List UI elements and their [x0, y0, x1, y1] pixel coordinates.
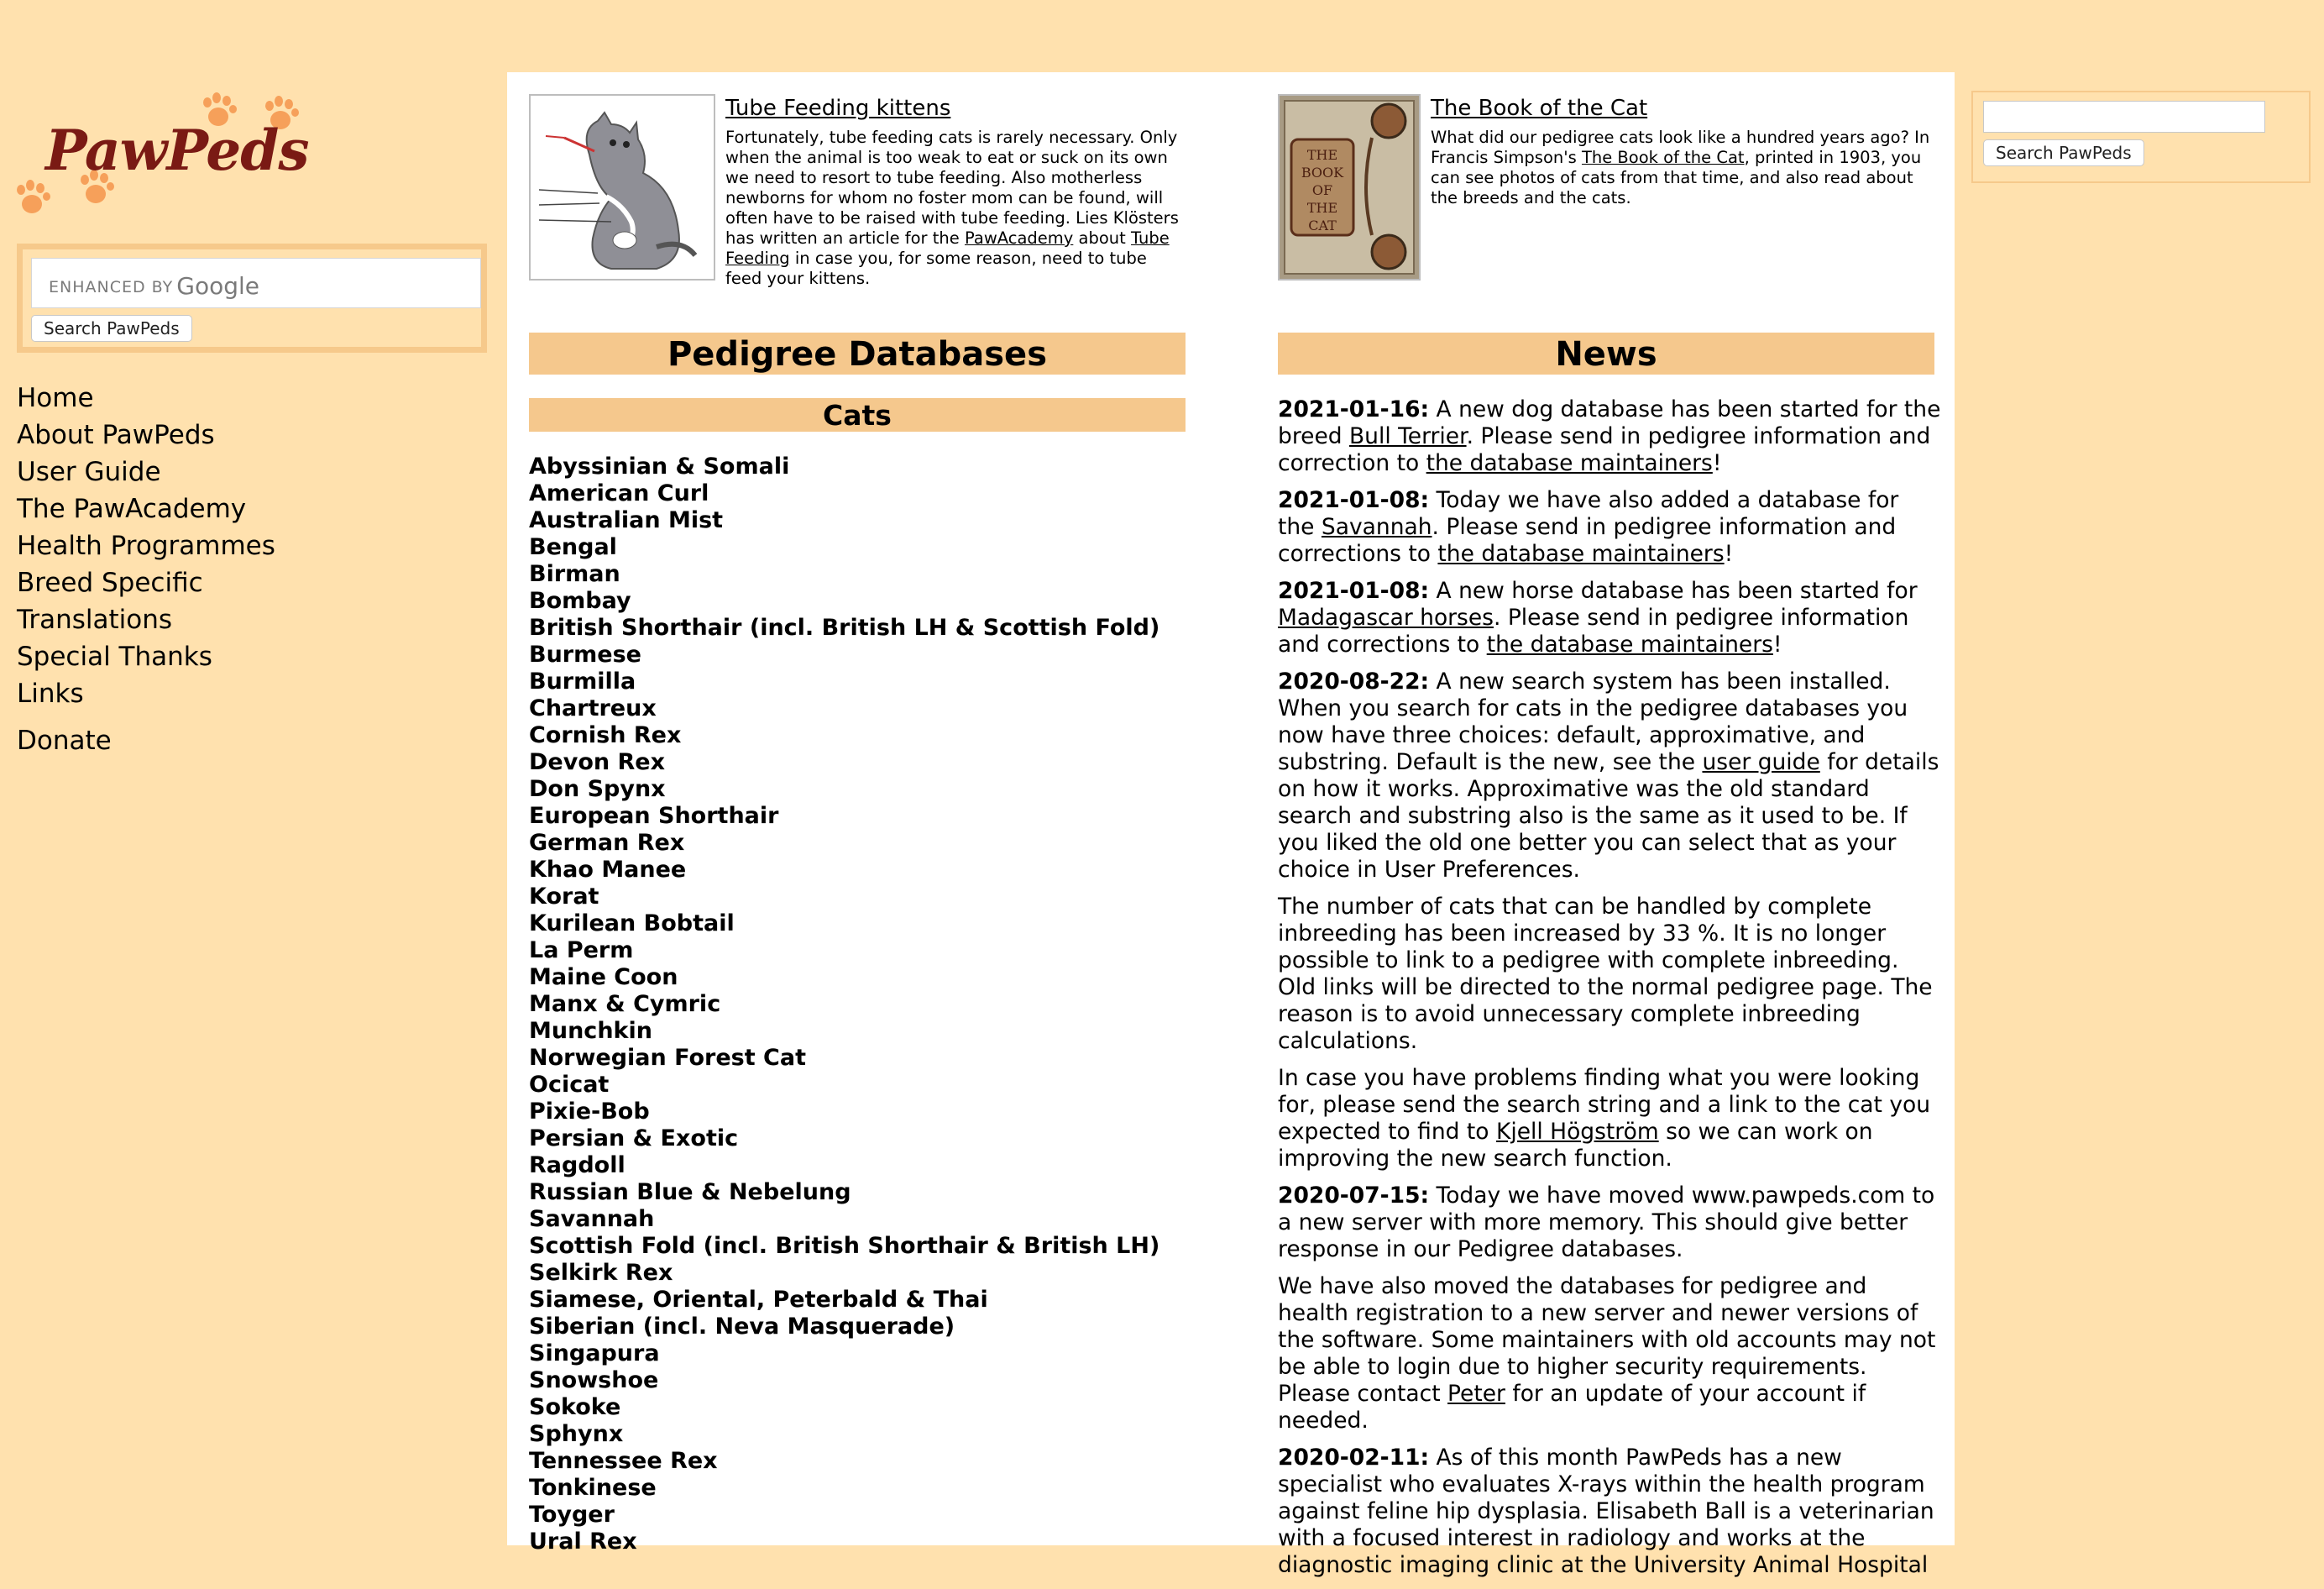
breed-link[interactable]: Russian Blue & Nebelung — [529, 1179, 851, 1205]
google-watermark: ENHANCED BY Google — [49, 272, 260, 300]
breed-link[interactable]: Australian Mist — [529, 507, 724, 533]
breed-link[interactable]: American Curl — [529, 480, 709, 506]
book-cover-image[interactable] — [1278, 94, 1421, 281]
breed-link[interactable]: Kurilean Bobtail — [529, 910, 735, 936]
kitten-tube-feeding-illustration[interactable] — [529, 94, 715, 281]
breed-link[interactable]: Toyger — [529, 1502, 615, 1528]
nav-item-breed-specific[interactable]: Breed Specific — [17, 568, 203, 598]
breed-link[interactable]: Sphynx — [529, 1421, 624, 1447]
left-sidebar — [0, 0, 504, 1545]
breed-link[interactable]: Persian & Exotic — [529, 1125, 739, 1151]
main-nav — [17, 380, 275, 759]
breed-link[interactable]: Korat — [529, 884, 599, 910]
feature-description: What did our pedigree cats look like a hundred years ago? In Francis Simpson's The Book of the Cat, printed in 1903, you can see photos of cats from that time, and also read about the breeds and the cats. — [1431, 128, 1930, 207]
breed-link[interactable]: Pixie-Bob — [529, 1099, 650, 1125]
news-item: 2020-07-15: Today we have moved www.pawpeds.com to a new server with more memory. This should give better response in our Pedigree databases. — [1278, 1183, 1935, 1262]
book-cover-word: BOOK — [1301, 165, 1344, 181]
news-link[interactable]: user guide — [1702, 749, 1820, 775]
breed-link[interactable]: Siamese, Oriental, Peterbald & Thai — [529, 1287, 988, 1313]
nav-item-home[interactable]: Home — [17, 383, 94, 413]
breed-link[interactable]: Bombay — [529, 588, 631, 614]
feature-book-of-the-cat — [1278, 94, 1934, 304]
search-pawpeds-button[interactable]: Search PawPeds — [31, 315, 192, 342]
breed-link[interactable]: Abyssinian & Somali — [529, 454, 790, 480]
news-link[interactable]: the database maintainers — [1426, 450, 1713, 476]
breed-link[interactable]: Tonkinese — [529, 1475, 657, 1501]
peter-link[interactable]: Peter — [1447, 1381, 1505, 1407]
news-date: 2021-01-08: — [1278, 578, 1430, 604]
news-item: 2021-01-08: A new horse database has been started for Madagascar horses. Please send in pedigree information and corrections to the database maintainers! — [1278, 578, 1918, 658]
news-date: 2020-08-22: — [1278, 669, 1430, 695]
news-paragraph: The number of cats that can be handled by complete inbreeding has been increased by 33 %. It is no longer possible to link to a pedigree with complete inbreeding. Old links will be directed to the normal pedigree page. The reason is to avoid unnecessary complete inbreeding calculations. — [1278, 894, 1933, 1054]
breed-link[interactable]: Tennessee Rex — [529, 1448, 718, 1474]
book-cover-word: THE — [1306, 200, 1338, 216]
google-search-box — [17, 244, 487, 353]
news-heading: News — [1278, 333, 1934, 375]
breed-link[interactable]: Cornish Rex — [529, 722, 682, 748]
breed-link[interactable]: Manx & Cymric — [529, 991, 721, 1017]
breed-link[interactable]: German Rex — [529, 830, 685, 856]
nav-item-about-pawpeds[interactable]: About PawPeds — [17, 420, 215, 450]
breed-link[interactable]: Singapura — [529, 1340, 660, 1366]
nav-item-special-thanks[interactable]: Special Thanks — [17, 642, 212, 672]
news-link[interactable]: Savannah — [1321, 514, 1432, 540]
news-link[interactable]: Madagascar horses — [1278, 605, 1494, 631]
breed-link[interactable]: Sokoke — [529, 1394, 621, 1420]
search-input[interactable] — [31, 258, 481, 308]
news-link[interactable]: the database maintainers — [1486, 632, 1773, 658]
news-paragraph: We have also moved the databases for pedigree and health registration to a new server and newer versions of the software. Some maintainers with old accounts may not be able to login due to higher security requirements. Please contact Peter for an update of your account if needed. — [1278, 1273, 1936, 1434]
news-item: 2020-08-22: A new search system has been installed. When you search for cats in the pedigree databases you now have three choices: default, approximative, and substring. Default is the new, see the user guide for details on how it works. Approximative was the old standard search and substring also is the same as it used to be. If you liked the old one better you can select that as your choice in User Preferences. — [1278, 669, 1939, 883]
breed-link[interactable]: British Shorthair (incl. British LH & Scottish Fold) — [529, 615, 1160, 641]
search-pawpeds-button[interactable]: Search PawPeds — [1983, 139, 2144, 166]
news-item: 2021-01-08: Today we have also added a database for the Savannah. Please send in pedigree information and corrections to the database maintainers! — [1278, 487, 1899, 567]
book-of-the-cat-link[interactable]: The Book of the Cat — [1581, 148, 1745, 167]
news-date: 2020-02-11: — [1278, 1445, 1430, 1471]
news-link[interactable]: the database maintainers — [1437, 541, 1725, 567]
news-link[interactable]: Bull Terrier — [1349, 423, 1467, 449]
breed-list — [529, 454, 1159, 1555]
breed-link[interactable]: Birman — [529, 561, 620, 587]
news-paragraph: In case you have problems finding what you were looking for, please send the search string and a link to the cat you expected to find to Kjell Högström so we can work on improving the new search function. — [1278, 1065, 1931, 1172]
news-date: 2021-01-08: — [1278, 487, 1430, 513]
news-feed — [1278, 396, 1941, 1589]
book-cover-word: CAT — [1308, 218, 1337, 233]
nav-item-translations[interactable]: Translations — [17, 605, 173, 635]
breed-link[interactable]: Munchkin — [529, 1018, 652, 1044]
nav-item-the-pawacademy[interactable]: The PawAcademy — [17, 494, 247, 524]
breed-link[interactable]: European Shorthair — [529, 803, 779, 829]
breed-link[interactable]: Ocicat — [529, 1072, 610, 1098]
pedigree-databases-heading: Pedigree Databases — [529, 333, 1186, 375]
news-item: 2020-02-11: As of this month PawPeds has a new specialist who evaluates X-rays within the health program against feline hip dysplasia. Elisabeth Ball is a veterinarian with a focused interest in radiology and works at the diagnostic imaging clinic at the University Animal Hospital — [1278, 1445, 1934, 1578]
breed-link[interactable]: Burmese — [529, 642, 641, 668]
breed-link[interactable]: Ural Rex — [529, 1529, 637, 1555]
cats-heading: Cats — [529, 398, 1186, 432]
breed-link[interactable]: Selkirk Rex — [529, 1260, 673, 1286]
breed-link[interactable]: Siberian (incl. Neva Masquerade) — [529, 1314, 955, 1340]
feature-title-link[interactable]: Tube Feeding kittens — [725, 96, 951, 121]
nav-item-donate[interactable]: Donate — [17, 726, 112, 756]
nav-item-user-guide[interactable]: User Guide — [17, 457, 161, 487]
breed-link[interactable]: Maine Coon — [529, 964, 678, 990]
pawpeds-logo[interactable] — [12, 87, 314, 222]
news-date: 2021-01-16: — [1278, 396, 1430, 422]
breed-link[interactable]: Khao Manee — [529, 857, 687, 883]
breed-link[interactable]: Ragdoll — [529, 1152, 625, 1178]
breed-link[interactable]: Chartreux — [529, 695, 657, 721]
breed-link[interactable]: Savannah — [529, 1206, 655, 1232]
breed-link[interactable]: Snowshoe — [529, 1367, 659, 1393]
feature-title-link[interactable]: The Book of the Cat — [1431, 96, 1648, 121]
breed-link[interactable]: Bengal — [529, 534, 617, 560]
site-search-input[interactable] — [1983, 101, 2265, 133]
nav-item-health-programmes[interactable]: Health Programmes — [17, 531, 275, 561]
news-date: 2020-07-15: — [1278, 1183, 1430, 1209]
pawacademy-link[interactable]: PawAcademy — [964, 228, 1074, 248]
breed-link[interactable]: Scottish Fold (incl. British Shorthair & British LH) — [529, 1233, 1160, 1259]
feature-description: Fortunately, tube feeding cats is rarely necessary. Only when the animal is too weak to eat or suck on its own we need to resort to tube feeding. Also motherless newborns for whom no foster mom can be found, will often have to be raised with tube feeding. Lies Klösters has written an article for the PawAcademy about Tube Feeding in case you, for some reason, need to tube feed your kittens. — [725, 128, 1179, 288]
breed-link[interactable]: Devon Rex — [529, 749, 666, 775]
logo-text: PawPeds — [45, 118, 309, 183]
breed-link[interactable]: Burmilla — [529, 669, 636, 695]
breed-link[interactable]: Norwegian Forest Cat — [529, 1045, 806, 1071]
main-content — [507, 72, 1955, 1578]
feature-tube-feeding — [529, 94, 1186, 304]
kjell-hogstrom-link[interactable]: Kjell Högström — [1495, 1119, 1659, 1145]
breed-link[interactable]: La Perm — [529, 937, 634, 963]
tube-feeding-link[interactable]: Tube Feeding — [725, 228, 1170, 268]
breed-link[interactable]: Don Spynx — [529, 776, 666, 802]
nav-item-links[interactable]: Links — [17, 679, 84, 709]
book-cover-word: OF — [1311, 182, 1333, 198]
book-cover-word: THE — [1306, 147, 1338, 163]
news-item: 2021-01-16: A new dog database has been started for the breed Bull Terrier. Please send in pedigree information and correction to the database maintainers! — [1278, 396, 1941, 476]
site-search-panel — [1971, 91, 2311, 183]
